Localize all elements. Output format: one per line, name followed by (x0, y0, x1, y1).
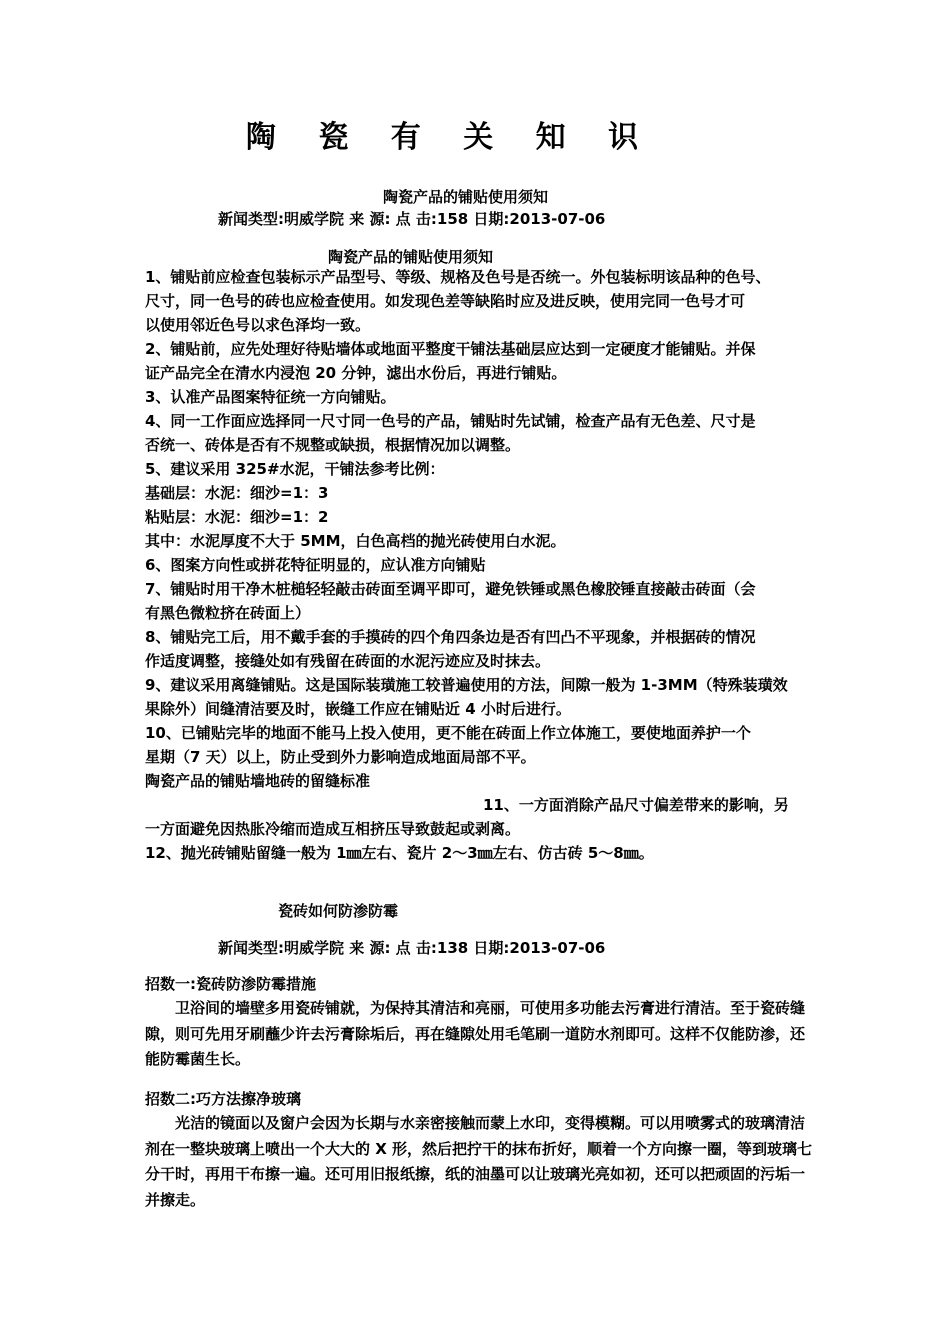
body-line: 以使用邻近色号以求色泽均一致。 (145, 316, 371, 334)
body-line: 12、抛光砖铺贴留缝一般为 1㎜左右、瓷片 2～3㎜左右、仿古砖 5～8㎜。 (145, 844, 654, 862)
body-line: 2、铺贴前，应先处理好待贴墙体或地面平整度干铺法基础层应达到一定硬度才能铺贴。并保 (145, 340, 756, 358)
body-line: 9、建议采用离缝铺贴。这是国际装璜施工较普遍使用的方法，间隙一般为 1-3MM（特殊装璜效 (145, 676, 788, 694)
article1-meta: 新闻类型:明威学院 来 源: 点 击:158 日期:2013-07-06 (218, 210, 606, 228)
document-title: 陶 瓷 有 关 知 识 (245, 120, 655, 155)
tip-body: 卫浴间的墙壁多用瓷砖铺就，为保持其清洁和亮丽，可使用多功能去污膏进行清洁。至于瓷砖缝隙，则可先用牙刷蘸少许去污膏除垢后，再在缝隙处用毛笔刷一道防水剂即可。这样不仅能防渗，还能防霉菌生长。 (145, 999, 806, 1068)
body-line: 8、铺贴完工后，用不戴手套的手摸砖的四个角四条边是否有凹凸不平现象，并根据砖的情况 (145, 628, 756, 646)
body-line: 果除外）间缝清洁要及时，嵌缝工作应在铺贴近 4 小时后进行。 (145, 700, 571, 718)
body-line: 6、图案方向性或拼花特征明显的，应认准方向铺贴 (145, 556, 486, 574)
body-line: 5、建议采用 325#水泥，干铺法参考比例： (145, 460, 445, 478)
tip-body: 光洁的镜面以及窗户会因为长期与水亲密接触而蒙上水印，变得模糊。可以用喷雾式的玻璃清洁剂在一整块玻璃上喷出一个大大的 X 形，然后把拧干的抹布折好，顺着一个方向擦一圈，等到玻璃七分干时，再用干布擦一遍。还可用旧报纸擦，纸的油墨可以让玻璃光亮如初，还可以把顽固的污垢一并擦走。 (145, 1114, 813, 1209)
body-line: 否统一、砖体是否有不规整或缺损，根据情况加以调整。 (145, 436, 521, 454)
body-line: 其中：水泥厚度不大于 5MM，白色高档的抛光砖使用白水泥。 (145, 532, 566, 550)
tip-title: 招数一:瓷砖防渗防霉措施 (145, 975, 316, 993)
body-line: 10、已铺贴完毕的地面不能马上投入使用，更不能在砖面上作立体施工，要使地面养护一个 (145, 724, 751, 742)
body-line: 陶瓷产品的铺贴墙地砖的留缝标准 (145, 772, 371, 790)
body-line: 一方面避免因热胀冷缩而造成互相挤压导致鼓起或剥离。 (145, 820, 521, 838)
body-line: 星期（7 天）以上，防止受到外力影响造成地面局部不平。 (145, 748, 536, 766)
body-line: 7、铺贴时用干净木桩槌轻轻敲击砖面至调平即可，避免铁锤或黑色橡胶锤直接敲击砖面（会 (145, 580, 756, 598)
body-line: 证产品完全在清水内浸泡 20 分钟，滤出水份后，再进行铺贴。 (145, 364, 567, 382)
tip-title: 招数二:巧方法擦净玻璃 (145, 1090, 301, 1108)
article1-subheading: 陶瓷产品的铺贴使用须知 (328, 248, 494, 266)
body-line: 11、一方面消除产品尺寸偏差带来的影响，另 (483, 796, 789, 814)
body-line: 4、同一工作面应选择同一尺寸同一色号的产品，铺贴时先试铺，检查产品有无色差、尺寸是 (145, 412, 756, 430)
body-line: 3、认准产品图案特征统一方向铺贴。 (145, 388, 396, 406)
body-line: 作适度调整，接缝处如有残留在砖面的水泥污迹应及时抹去。 (145, 652, 551, 670)
article1-heading: 陶瓷产品的铺贴使用须知 (383, 188, 549, 206)
body-line: 尺寸，同一色号的砖也应检查使用。如发现色差等缺陷时应及进反映，使用完同一色号才可 (145, 292, 746, 310)
article2-heading: 瓷砖如何防渗防霉 (278, 902, 399, 920)
body-line: 1、铺贴前应检查包装标示产品型号、等级、规格及色号是否统一。外包装标明该品种的色号、 (145, 268, 771, 286)
article2-meta: 新闻类型:明威学院 来 源: 点 击:138 日期:2013-07-06 (218, 939, 606, 957)
body-line: 基础层：水泥：细沙=1：3 (145, 484, 329, 502)
body-line: 有黑色微粒挤在砖面上） (145, 604, 311, 622)
body-line: 粘贴层：水泥：细沙=1：2 (145, 508, 329, 526)
